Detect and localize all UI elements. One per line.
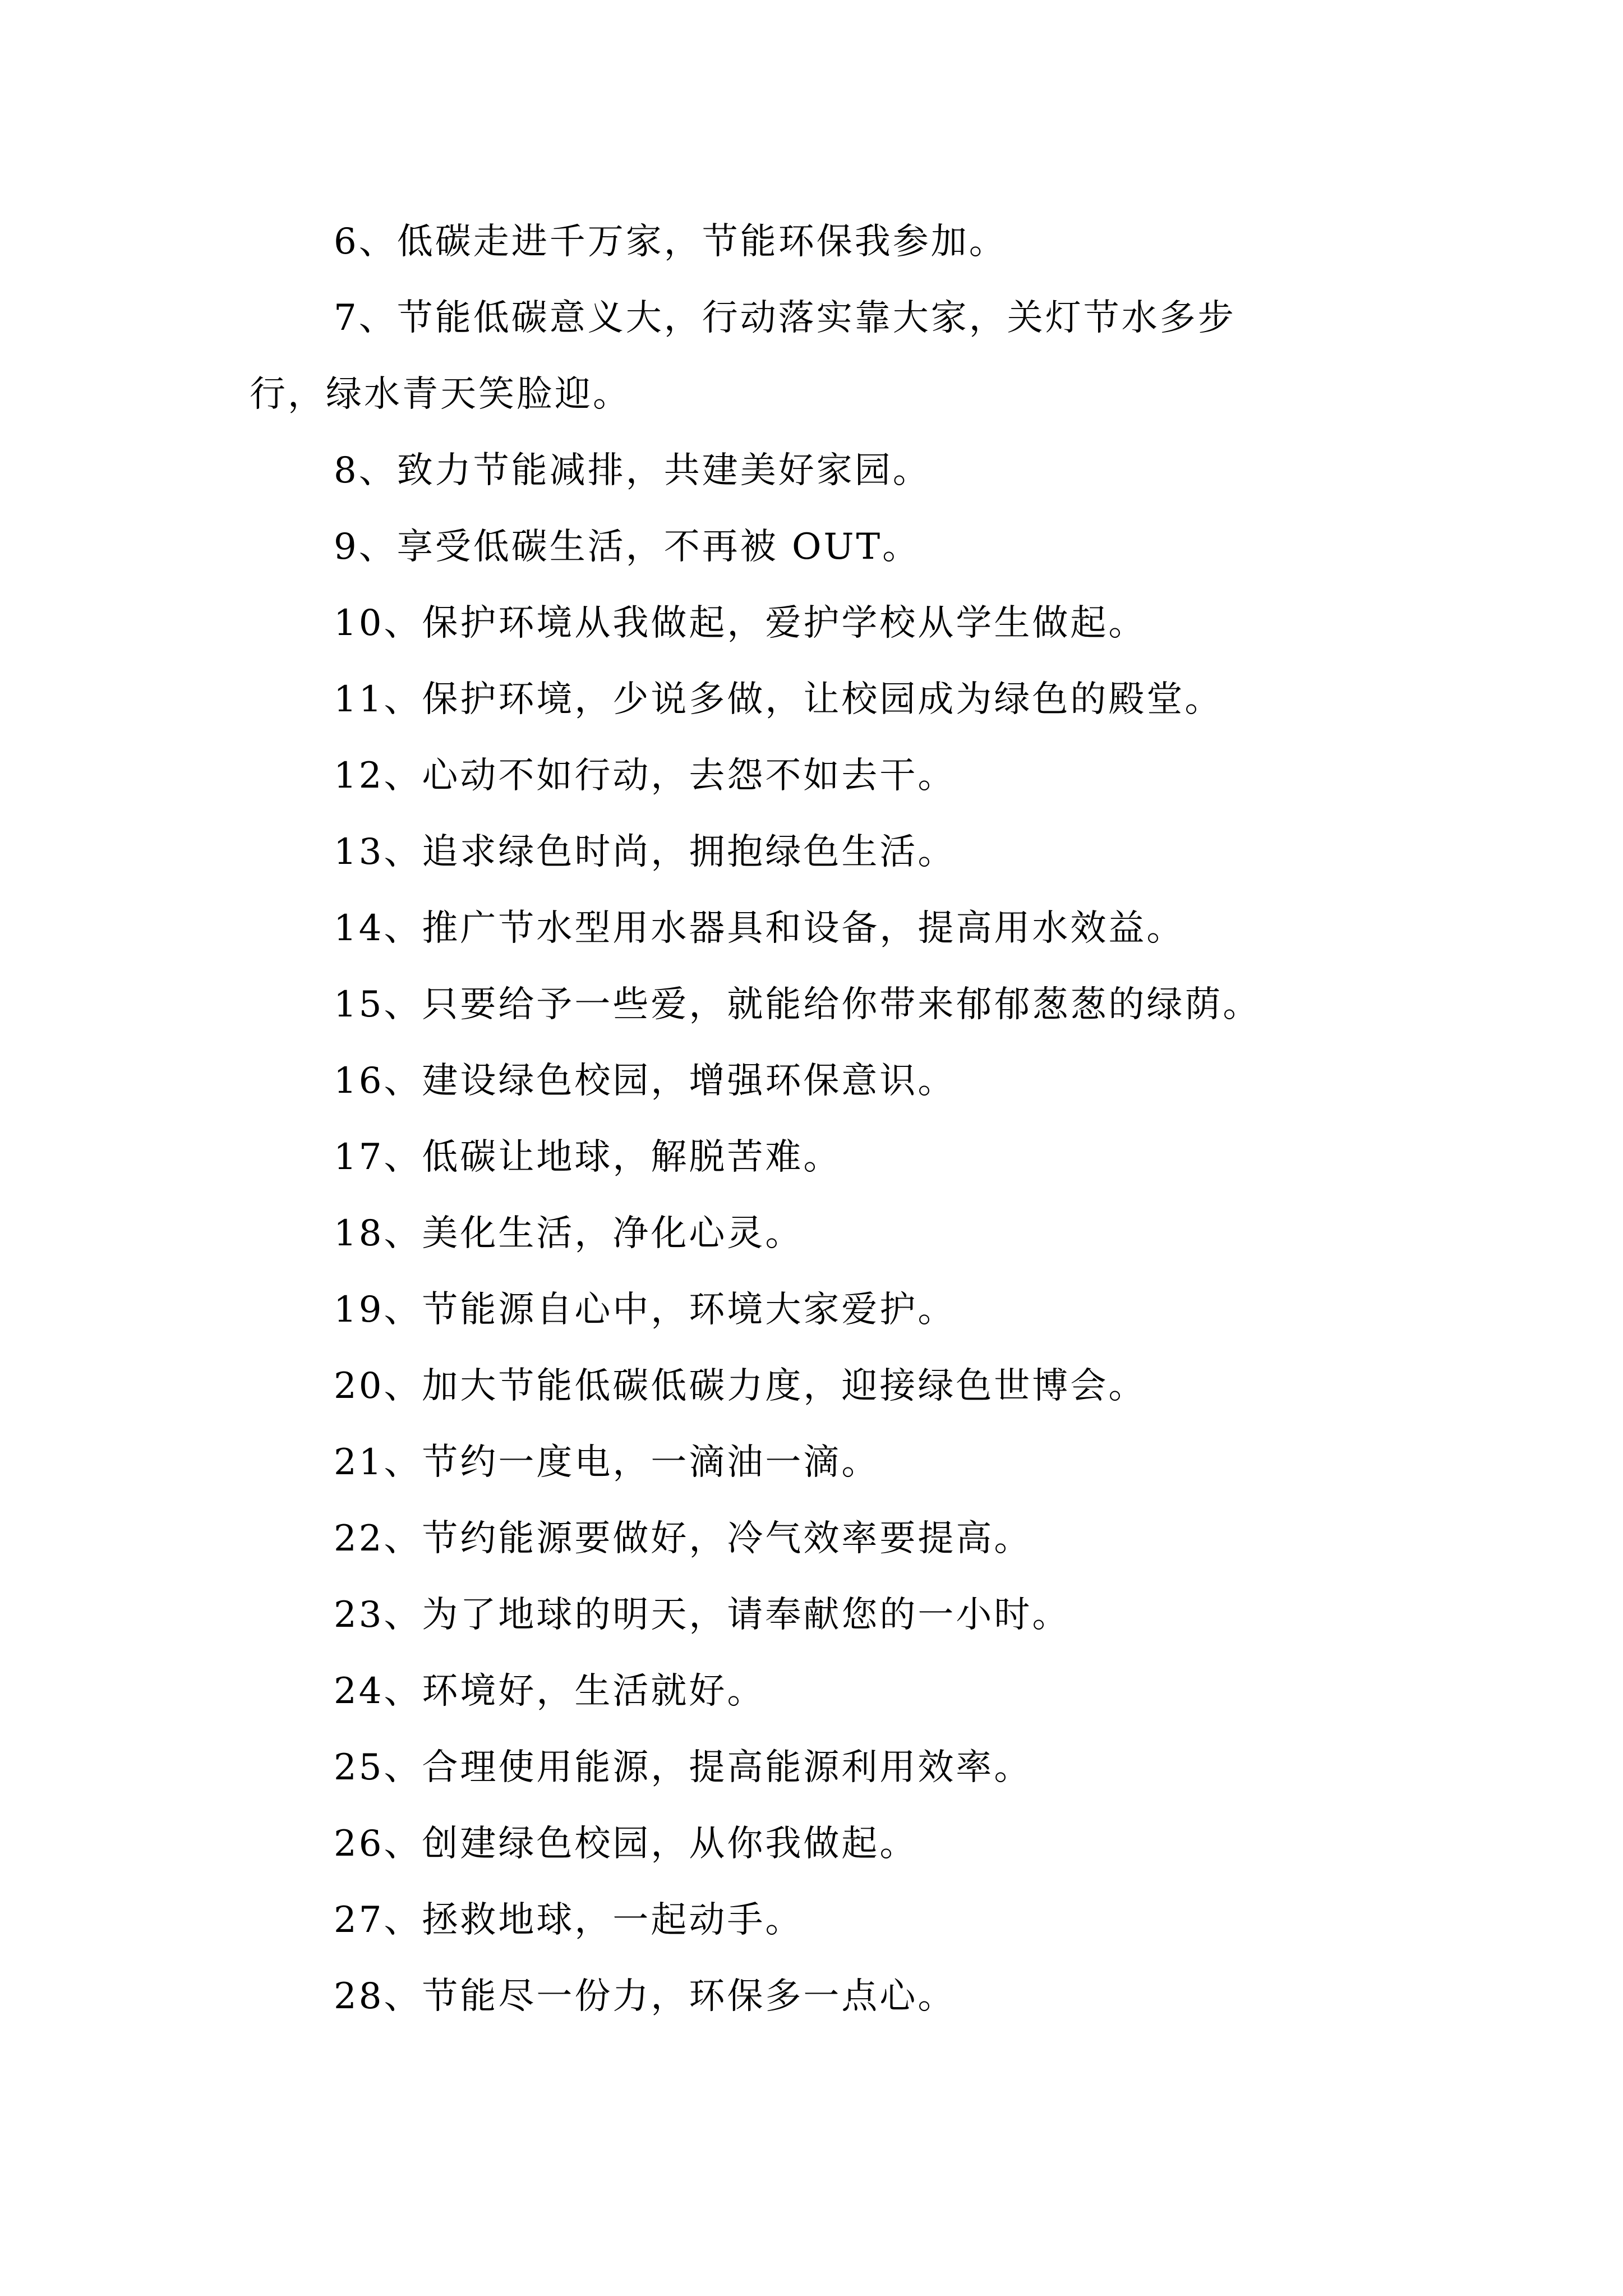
slogan-line: 16、建设绿色校园，增强环保意识。 <box>334 1060 956 1102</box>
slogan-line: 22、节约能源要做好，冷气效率要提高。 <box>334 1518 1032 1559</box>
slogan-line: 23、为了地球的明天，请奉献您的一小时。 <box>334 1594 1071 1636</box>
slogan-line: 27、拯救地球，一起动手。 <box>334 1899 804 1941</box>
slogan-line: 10、保护环境从我做起，爱护学校从学生做起。 <box>334 602 1147 644</box>
slogan-line: 24、环境好，生活就好。 <box>334 1671 766 1712</box>
slogan-line: 15、只要给予一些爱，就能给你带来郁郁葱葱的绿荫。 <box>334 984 1261 1025</box>
slogan-line: 14、推广节水型用水器具和设备，提高用水效益。 <box>334 908 1185 949</box>
slogan-line: 11、保护环境，少说多做，让校园成为绿色的殿堂。 <box>334 679 1223 720</box>
slogan-line-continuation: 行，绿水青天笑脸迎。 <box>250 374 631 415</box>
slogan-line: 8、致力节能减排，共建美好家园。 <box>334 450 931 491</box>
slogan-line: 7、节能低碳意义大，行动落实靠大家，关灯节水多步 <box>334 297 1236 339</box>
slogan-line: 18、美化生活，净化心灵。 <box>334 1213 804 1254</box>
slogan-line: 9、享受低碳生活，不再被 OUT。 <box>334 526 921 568</box>
slogan-line: 25、合理使用能源，提高能源利用效率。 <box>334 1747 1032 1788</box>
slogan-line: 19、节能源自心中，环境大家爱护。 <box>334 1289 956 1331</box>
slogan-line: 17、低碳让地球，解脱苦难。 <box>334 1137 842 1178</box>
slogan-line: 26、创建绿色校园，从你我做起。 <box>334 1823 918 1865</box>
slogan-line: 21、节约一度电，一滴油一滴。 <box>334 1442 880 1483</box>
slogan-line: 13、追求绿色时尚，拥抱绿色生活。 <box>334 831 956 873</box>
slogan-line: 28、节能尽一份力，环保多一点心。 <box>334 1976 956 2017</box>
slogan-line: 20、加大节能低碳低碳力度，迎接绿色世博会。 <box>334 1365 1147 1407</box>
slogan-line: 12、心动不如行动，去怨不如去干。 <box>334 755 956 797</box>
slogan-list <box>250 204 1399 2035</box>
slogan-line: 6、低碳走进千万家，节能环保我参加。 <box>334 221 1007 263</box>
